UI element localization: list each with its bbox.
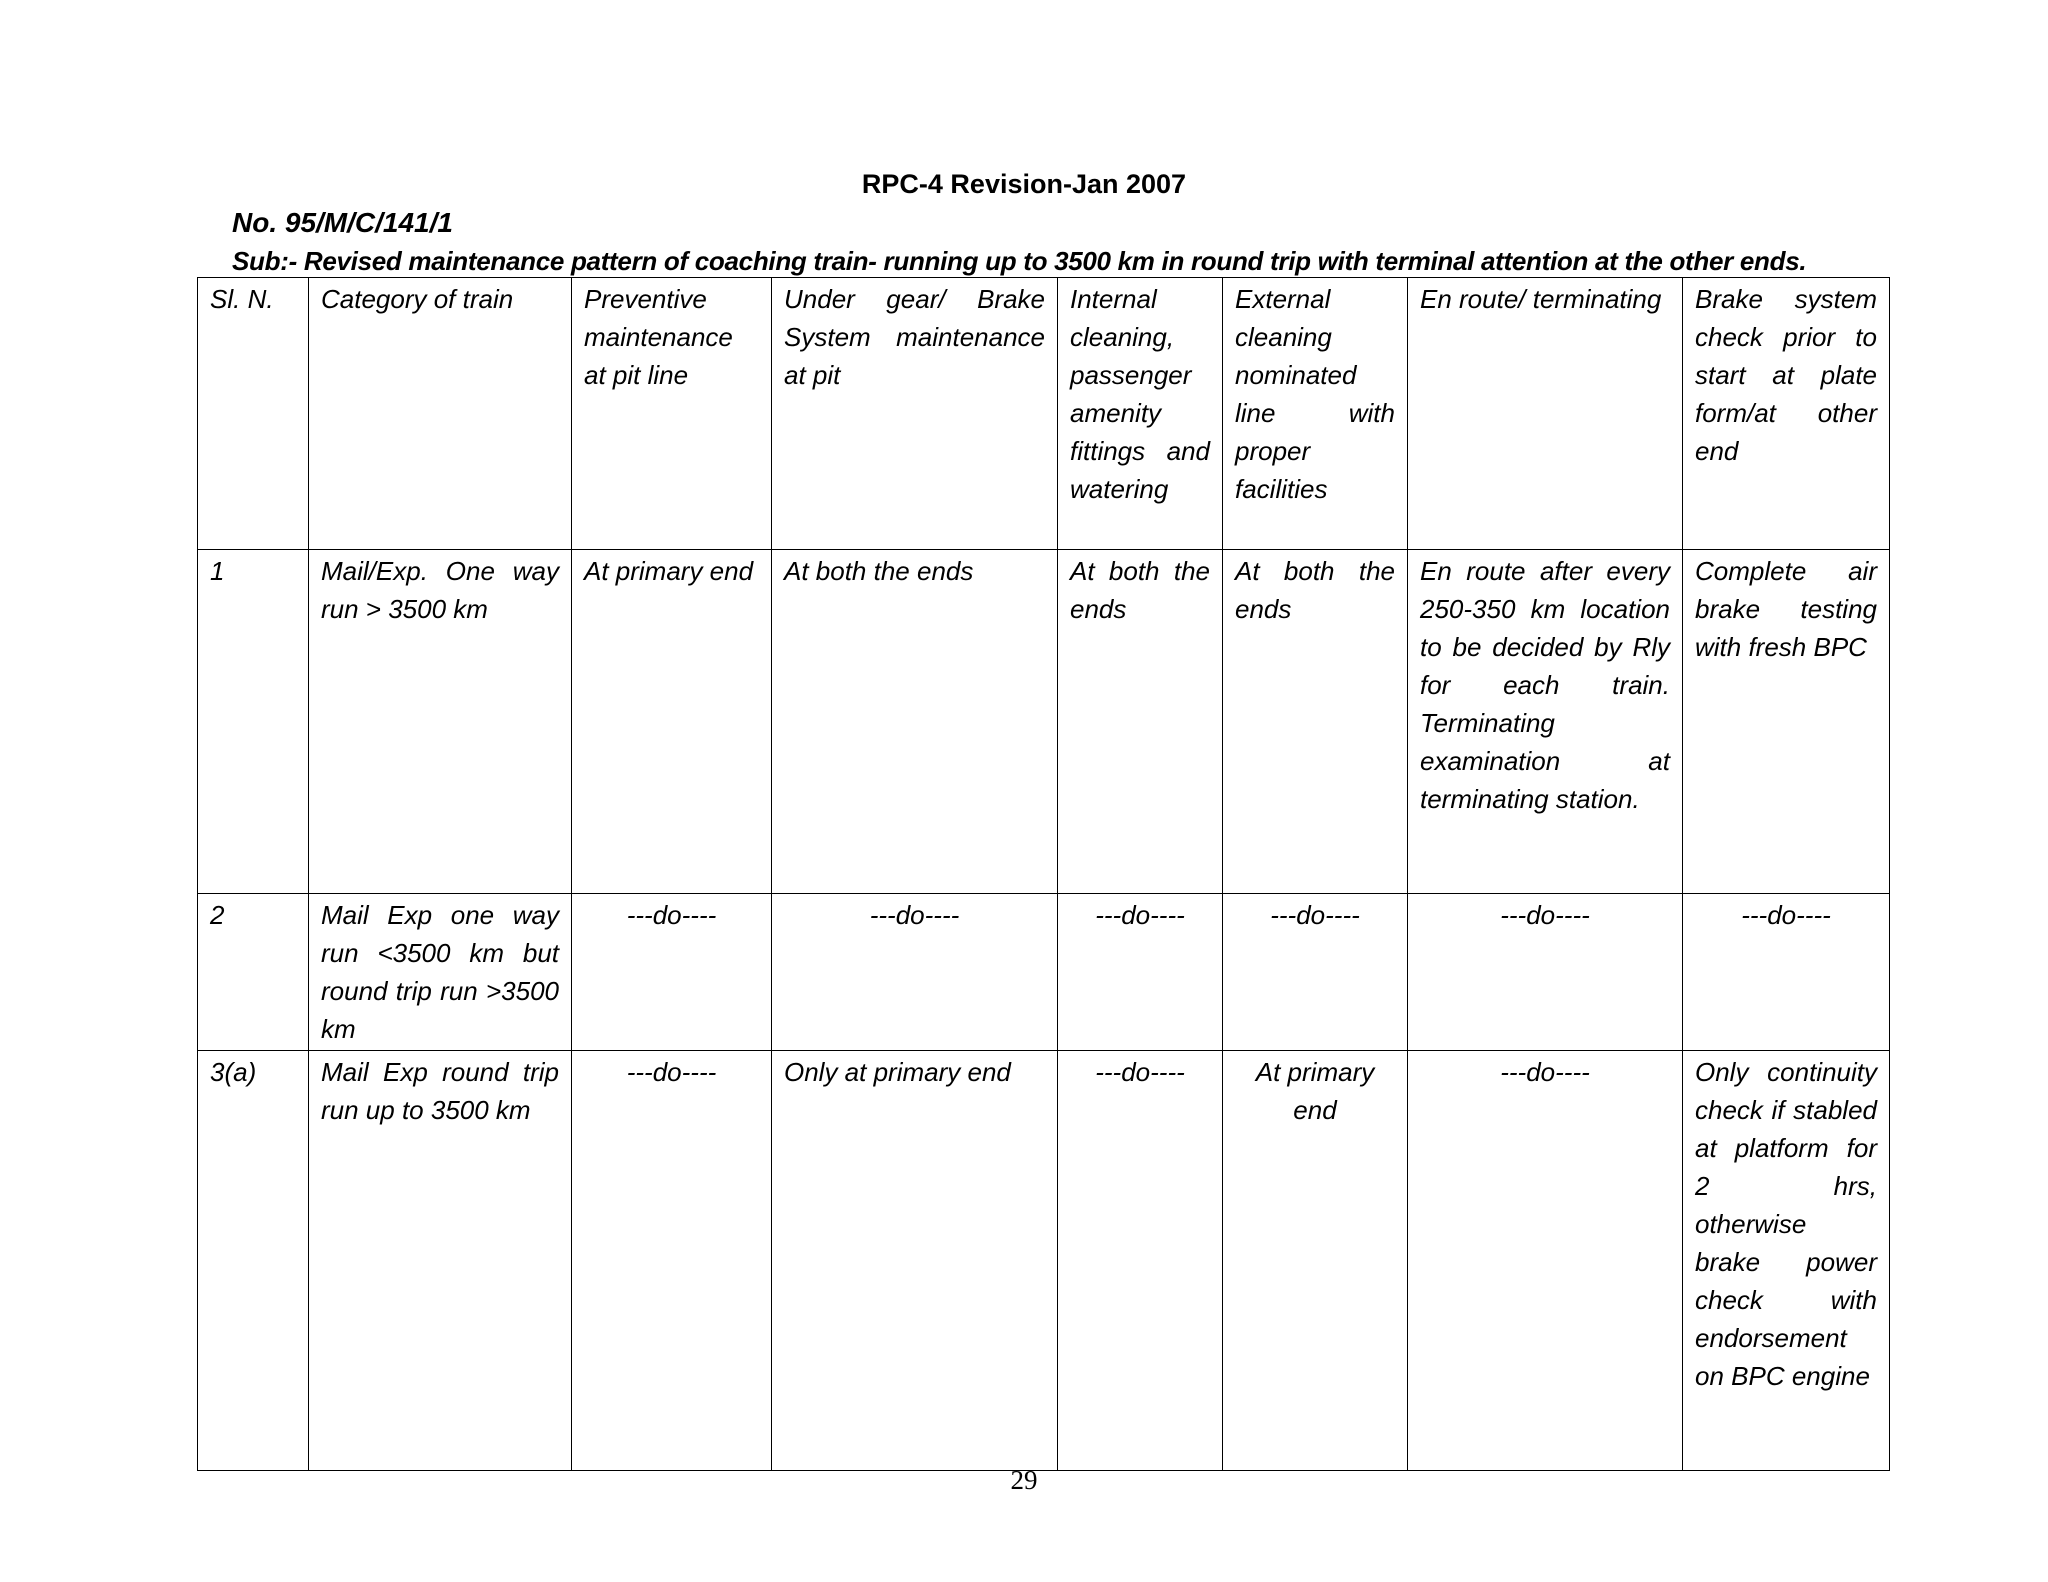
cell-brake-check: Only continuity check if stabled at platform for 2 hrs, otherwise brake power check with endorsement on BPC engine xyxy=(1683,1051,1890,1471)
cell-under-gear: ---do---- xyxy=(772,894,1058,1051)
cell-internal: ---do---- xyxy=(1058,1051,1223,1471)
table-row xyxy=(198,894,1890,1051)
maintenance-pattern-table xyxy=(197,277,1890,1471)
cell-external: At both the ends xyxy=(1223,550,1408,894)
table-header-row xyxy=(198,278,1890,550)
cell-category: Mail Exp round trip run up to 3500 km xyxy=(309,1051,572,1471)
table-row xyxy=(198,550,1890,894)
cell-en-route: ---do---- xyxy=(1408,1051,1683,1471)
header-preventive-maintenance: Preventive maintenance at pit line xyxy=(572,278,772,550)
cell-serial-number: 1 xyxy=(198,550,309,894)
cell-brake-check: Complete air brake testing with fresh BPC xyxy=(1683,550,1890,894)
cell-category: Mail/Exp. One way run > 3500 km xyxy=(309,550,572,894)
cell-category: Mail Exp one way run <3500 km but round trip run >3500 km xyxy=(309,894,572,1051)
cell-under-gear: At both the ends xyxy=(772,550,1058,894)
header-en-route: En route/ terminating xyxy=(1408,278,1683,550)
header-category: Category of train xyxy=(309,278,572,550)
cell-serial-number: 3(a) xyxy=(198,1051,309,1471)
document-number: No. 95/M/C/141/1 xyxy=(232,207,453,238)
cell-en-route: En route after every 250-350 km location to be decided by Rly for each train. Terminating examination at terminating station. xyxy=(1408,550,1683,894)
cell-preventive: ---do---- xyxy=(572,1051,772,1471)
header-brake-check: Brake system check prior to start at plate form/at other end xyxy=(1683,278,1890,550)
header-serial-number: Sl. N. xyxy=(198,278,309,550)
cell-external: At primary end xyxy=(1223,1051,1408,1471)
cell-brake-check: ---do---- xyxy=(1683,894,1890,1051)
header-external-cleaning: External cleaning nominated line with proper facilities xyxy=(1223,278,1408,550)
cell-preventive: At primary end xyxy=(572,550,772,894)
table-row xyxy=(198,1051,1890,1471)
cell-serial-number: 2 xyxy=(198,894,309,1051)
document-subject: Sub:- Revised maintenance pattern of coaching train- running up to 3500 km in round trip with terminal attention at the other ends. xyxy=(232,246,1807,276)
cell-internal: At both the ends xyxy=(1058,550,1223,894)
document-title: RPC-4 Revision-Jan 2007 xyxy=(861,169,1187,199)
cell-external: ---do---- xyxy=(1223,894,1408,1051)
cell-preventive: ---do---- xyxy=(572,894,772,1051)
header-under-gear: Under gear/ Brake System maintenance at pit xyxy=(772,278,1058,550)
cell-internal: ---do---- xyxy=(1058,894,1223,1051)
cell-under-gear: Only at primary end xyxy=(772,1051,1058,1471)
cell-en-route: ---do---- xyxy=(1408,894,1683,1051)
page-number: 29 xyxy=(1010,1465,1038,1495)
header-internal-cleaning: Internal cleaning, passenger amenity fittings and watering xyxy=(1058,278,1223,550)
